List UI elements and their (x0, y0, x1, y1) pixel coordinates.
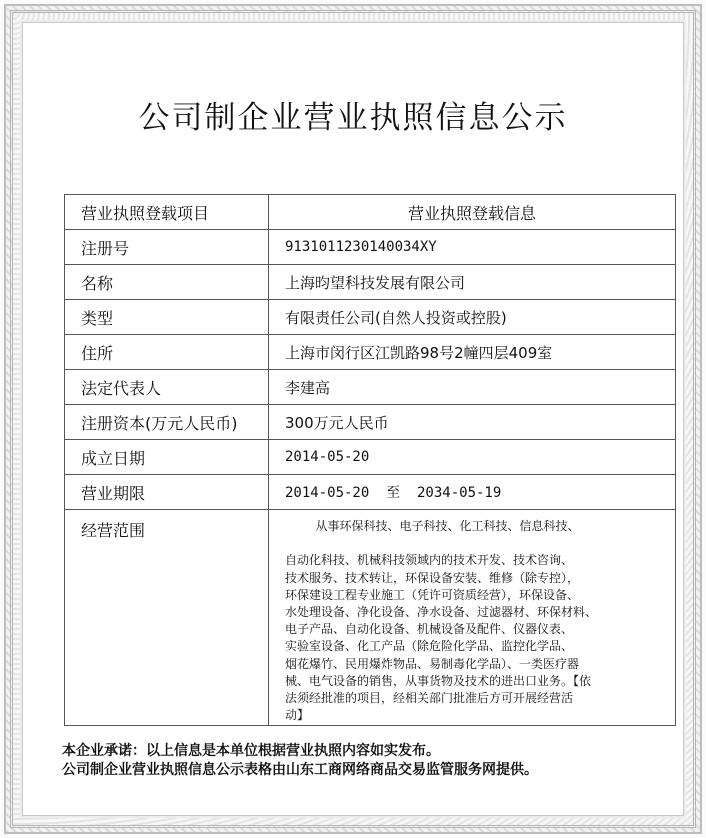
row-value-establishment-date: 2014-05-20 (269, 440, 676, 475)
table-row (65, 440, 676, 475)
row-value-address: 上海市闵行区江凯路98号2幢四层409室 (269, 335, 676, 370)
row-label-business-term: 营业期限 (65, 475, 269, 510)
table-row (65, 230, 676, 265)
footer-commitment: 本企业承诺：以上信息是本单位根据营业执照内容如实发布。 (62, 743, 440, 759)
row-value-business-term: 2014-05-20 至 2034-05-19 (269, 475, 676, 510)
row-value-company-name: 上海昀望科技发展有限公司 (269, 265, 676, 300)
header-info-column: 营业执照登载信息 (269, 195, 676, 230)
table-row-business-scope (65, 510, 676, 726)
business-scope-text: 从事环保科技、电子科技、化工科技、信息科技、 自动化科技、机械科技领域内的技术开发、技术咨询、 技术服务、技术转让，环保设备安装、维修（除专控）， 环保建设工程专业施工（凭许可资质经营），环保设备、 水处理设备、净化设备、净水设备、过滤器材、环保材料、 电子产品、自动化设备、机械设备及配件、仪器仪表、 实验室设备、化工产品（除危险化学品、监控化学品、 烟花爆竹、民用爆炸物品、易制毒化学品）、一类医疗器 械、电气设备的销售，从事货物及技术的进出口业务。【依 法须经批准的项目，经相关部门批准后方可开展经营活 动】 (285, 519, 598, 723)
row-label-company-name: 名称 (65, 265, 269, 300)
row-label-address: 住所 (65, 335, 269, 370)
table-row (65, 335, 676, 370)
row-label-establishment-date: 成立日期 (65, 440, 269, 475)
row-label-registered-capital: 注册资本(万元人民币) (65, 405, 269, 440)
footer-provider: 公司制企业营业执照信息公示表格由山东工商网络商品交易监管服务网提供。 (62, 762, 538, 778)
table-row (65, 370, 676, 405)
row-label-legal-representative: 法定代表人 (65, 370, 269, 405)
row-value-registration-number: 9131011230140034XY (269, 230, 676, 265)
table-row (65, 265, 676, 300)
row-label-registration-number: 注册号 (65, 230, 269, 265)
license-info-table (64, 194, 676, 726)
table-row (65, 405, 676, 440)
row-value-business-scope (269, 510, 676, 726)
document-title: 公司制企业营业执照信息公示 (138, 100, 568, 136)
table-row (65, 300, 676, 335)
row-label-company-type: 类型 (65, 300, 269, 335)
table-row (65, 475, 676, 510)
row-value-legal-representative: 李建高 (269, 370, 676, 405)
row-value-company-type: 有限责任公司(自然人投资或控股) (269, 300, 676, 335)
row-label-business-scope: 经营范围 (65, 510, 269, 726)
row-value-registered-capital: 300万元人民币 (269, 405, 676, 440)
header-item-column: 营业执照登载项目 (65, 195, 269, 230)
table-header-row (65, 195, 676, 230)
footer-notes (62, 742, 538, 780)
